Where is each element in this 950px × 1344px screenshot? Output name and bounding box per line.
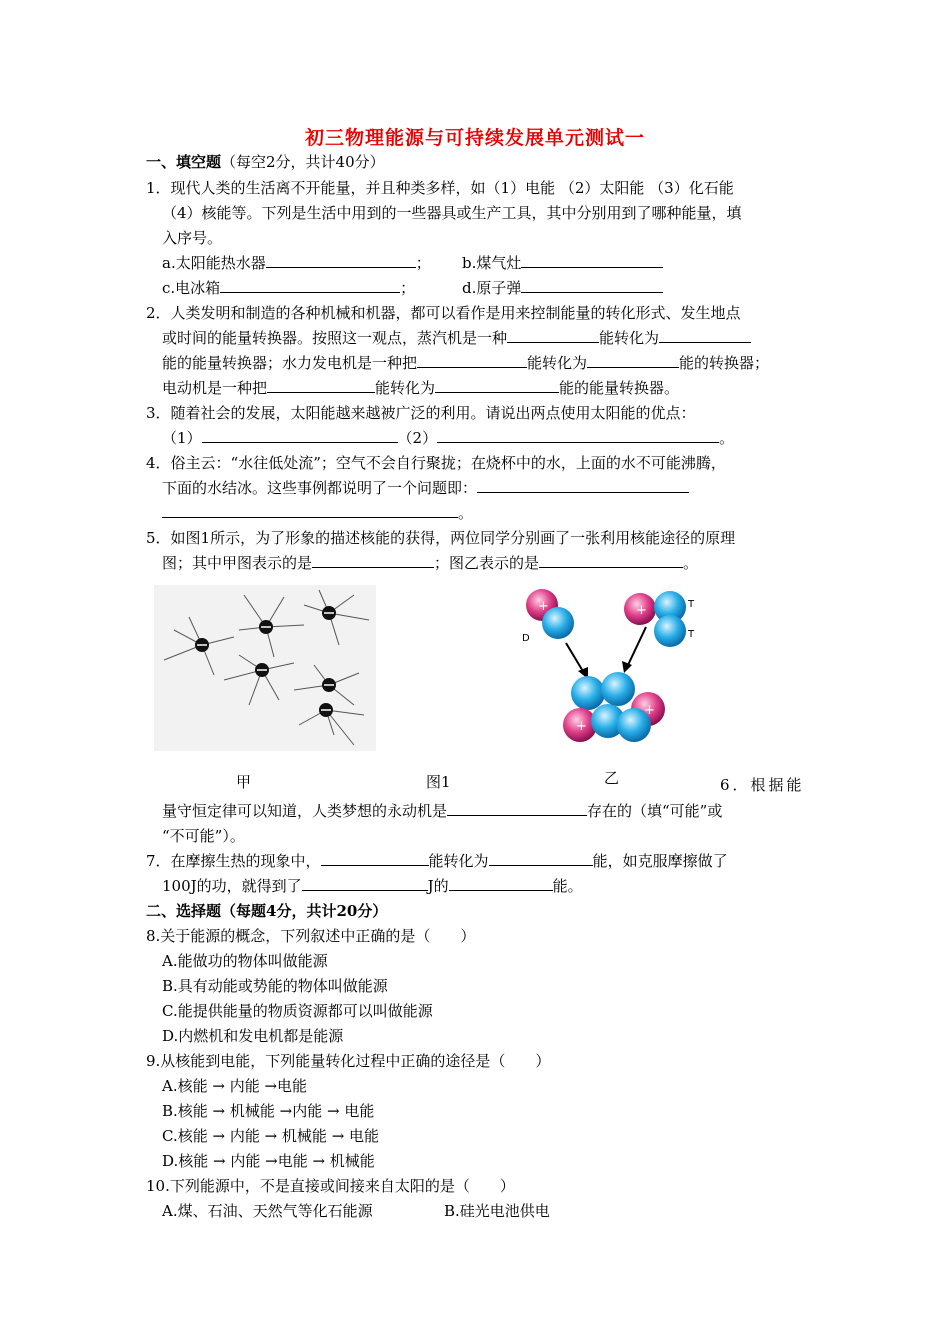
q2-blank-4[interactable]: [587, 353, 679, 368]
q2-line3: [162, 353, 769, 373]
q2-text-3a: 能的能量转换器；水力发电机是一种把: [162, 354, 418, 372]
plus-sign: +: [576, 719, 587, 734]
q3-blank-2[interactable]: [437, 428, 719, 443]
q1-item-c: [162, 278, 415, 298]
q6-text-2a: 量守恒定律可以知道，人类梦想的永动机是: [162, 802, 448, 820]
q6-lead: 6．根据能: [720, 776, 805, 794]
plus-sign: +: [538, 599, 549, 614]
q2-blank-3[interactable]: [417, 353, 527, 368]
q2-text-2b: 能转化为: [599, 329, 660, 347]
section1-heading-label: 一、填空题: [146, 153, 222, 171]
figure-right-label: 乙: [604, 769, 620, 787]
q1-line3: 入序号。: [162, 229, 223, 247]
q1-line2: （4）核能等。下列是生活中用到的一些器具或生产工具，其中分别用到了哪种能量，填: [162, 204, 742, 222]
plus-sign: +: [644, 703, 655, 718]
figure-fission-image: [154, 585, 376, 751]
q5-end: 。: [683, 554, 699, 572]
q5-text-2b: ；图乙表示的是: [434, 554, 540, 572]
q4-end: 。: [458, 504, 474, 522]
q2-text-3c: 能的转换器；: [679, 354, 770, 372]
section1-heading: [146, 152, 385, 172]
q5-blank-2[interactable]: [539, 553, 683, 568]
q3-blank-1[interactable]: [202, 428, 398, 443]
q7-line2: [162, 876, 583, 896]
q4-line1: 4．俗主云：“水往低处流”；空气不会自行聚拢；在烧杯中的水，上面的水不可能沸腾，: [146, 454, 726, 472]
q1-item-d: [462, 278, 663, 298]
q1-item-b: [462, 253, 663, 273]
q7-blank-4[interactable]: [449, 876, 553, 891]
q7-blank-2[interactable]: [489, 851, 593, 866]
q2-text-4a: 电动机是一种把: [162, 379, 268, 397]
q2-text-4b: 能转化为: [375, 379, 436, 397]
q6-blank[interactable]: [447, 801, 587, 816]
q7-line1: [146, 851, 728, 871]
q9-stem: 9.从核能到电能，下列能量转化过程中正确的途径是（ ）: [146, 1052, 551, 1070]
q4-line3: [162, 503, 473, 523]
q8-option-b[interactable]: B.具有动能或势能的物体叫做能源: [162, 977, 388, 995]
q4-blank-2[interactable]: [162, 503, 458, 518]
q1-semicolon-a: ；: [415, 254, 431, 272]
q10-stem: 10.下列能源中，不是直接或间接来自太阳的是（ ）: [146, 1177, 515, 1195]
q3-line2: [162, 428, 734, 448]
q8-option-c[interactable]: C.能提供能量的物质资源都可以叫做能源: [162, 1002, 433, 1020]
q1-semicolon-c: ；: [400, 279, 416, 297]
label-t: T: [688, 629, 695, 640]
q7-blank-1[interactable]: [321, 851, 429, 866]
figure-caption: 图1: [426, 773, 451, 791]
q5-line1: 5．如图1所示，为了形象的描述核能的获得，两位同学分别画了一张利用核能途径的原理: [146, 529, 736, 547]
q5-blank-1[interactable]: [312, 553, 434, 568]
plus-sign: +: [636, 603, 647, 618]
q1-item-d-label: d.原子弹: [462, 279, 522, 297]
q1-item-b-label: b.煤气灶: [462, 254, 522, 272]
q2-text-3b: 能转化为: [527, 354, 588, 372]
q7-blank-3[interactable]: [302, 876, 428, 891]
q7-text-1c: 能，如克服摩擦做了: [592, 852, 728, 870]
q4-blank-1[interactable]: [477, 478, 689, 493]
q9-option-c[interactable]: C.核能 → 内能 → 机械能 → 电能: [162, 1127, 380, 1145]
label-d: D: [522, 633, 530, 644]
q8-stem: 8.关于能源的概念，下列叙述中正确的是（ ）: [146, 927, 476, 945]
q1-line1: 1．现代人类的生活离不开能量，并且种类多样，如（1）电能 （2）太阳能 （3）化石能: [146, 179, 734, 197]
page-title: 初三物理能源与可持续发展单元测试一: [304, 127, 645, 149]
q10-option-a[interactable]: A.煤、石油、天然气等化石能源: [162, 1202, 373, 1220]
section2-heading: 二、选择题（每题4分，共计20分）: [146, 902, 388, 920]
q6-line2: [162, 801, 722, 821]
section1-note: （每空2分，共计40分）: [221, 153, 385, 171]
q2-text-2a: 或时间的能量转换器。按照这一观点，蒸汽机是一种: [162, 329, 508, 347]
q7-text-1b: 能转化为: [428, 852, 489, 870]
q3-end: 。: [719, 429, 735, 447]
q4-line2: [162, 478, 689, 498]
label-t-top: T: [688, 599, 695, 610]
q2-blank-6[interactable]: [435, 378, 559, 393]
q1-item-a-label: a.太阳能热水器: [162, 254, 266, 272]
q2-blank-5[interactable]: [267, 378, 375, 393]
q1-blank-b[interactable]: [521, 253, 663, 268]
q3-line1: 3．随着社会的发展，太阳能越来越被广泛的利用。请说出两点使用太阳能的优点：: [146, 404, 696, 422]
q1-item-a: [162, 253, 431, 273]
q5-line2: [162, 553, 698, 573]
q10-option-b[interactable]: B.硅光电池供电: [444, 1202, 550, 1220]
q5-text-2a: 图；其中甲图表示的是: [162, 554, 313, 572]
q2-line4: [162, 378, 679, 398]
q7-text-2c: 能。: [552, 877, 583, 895]
q1-blank-d[interactable]: [521, 278, 663, 293]
q3-p2: （2）: [397, 429, 438, 447]
q6-line3: “不可能”）。: [162, 827, 245, 845]
q8-option-d[interactable]: D.内燃机和发电机都是能源: [162, 1027, 344, 1045]
q8-option-a[interactable]: A.能做功的物体叫做能源: [162, 952, 328, 970]
q7-text-2b: J的: [427, 877, 449, 895]
q1-blank-a[interactable]: [266, 253, 416, 268]
q9-option-a[interactable]: A.核能 → 内能 →电能: [162, 1077, 308, 1095]
figure-fusion-image: [518, 585, 693, 750]
q6-text-2b: 存在的（填“可能”或: [587, 802, 723, 820]
q2-blank-1[interactable]: [507, 328, 599, 343]
q4-text-2: 下面的水结冰。这些事例都说明了一个问题即：: [162, 479, 478, 497]
q9-option-d[interactable]: D.核能 → 内能 →电能 → 机械能: [162, 1152, 375, 1170]
q9-option-b[interactable]: B.核能 → 机械能 →内能 → 电能: [162, 1102, 375, 1120]
q2-text-4c: 能的能量转换器。: [559, 379, 680, 397]
q1-blank-c[interactable]: [220, 278, 400, 293]
figure-left-label: 甲: [236, 773, 252, 791]
q2-line2: [162, 328, 751, 348]
q7-text-2a: 100J的功，就得到了: [162, 877, 302, 895]
q3-p1: （1）: [162, 429, 202, 447]
q2-blank-2[interactable]: [659, 328, 751, 343]
q7-text-1a: 7．在摩擦生热的现象中，: [146, 852, 321, 870]
q2-line1: 2．人类发明和制造的各种机械和机器，都可以看作是用来控制能量的转化形式、发生地点: [146, 304, 741, 322]
q1-item-c-label: c.电冰箱: [162, 279, 221, 297]
